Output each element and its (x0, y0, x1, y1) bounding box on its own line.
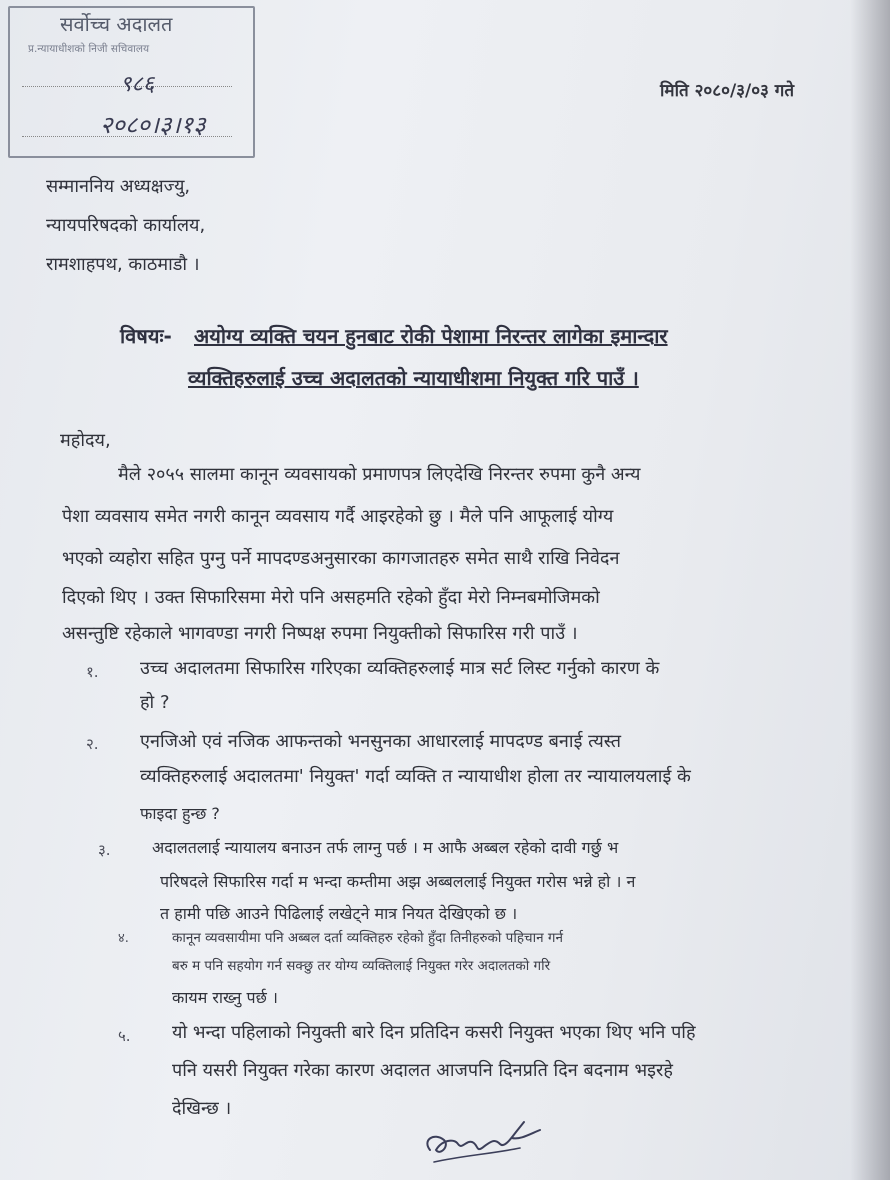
point-line: कानून व्यवसायीमा पनि अब्बल दर्ता व्यक्तिहरु रहेको हुँदा तिनीहरुको पहिचान गर्न (172, 930, 563, 946)
letter-date: मिति २०८०/३/०३ गते (660, 81, 795, 101)
point-line: देखिन्छ । (172, 1098, 232, 1119)
point-number: १. (86, 663, 99, 681)
point-line: अदालतलाई न्यायालय बनाउन तर्फ लाग्नु पर्छ । म आफै अब्बल रहेको दावी गर्छु भ (152, 838, 619, 857)
address-line-2: न्यायपरिषदको कार्यालय, (46, 215, 206, 236)
stamp-number: ९८६ (120, 72, 155, 97)
subject-label: विषयः- (120, 324, 172, 348)
signature-icon (420, 1110, 560, 1170)
stamp-subtitle: प्र.न्यायाधीशको निजी सचिवालय (28, 43, 150, 55)
point-line: बरु म पनि सहयोग गर्न सक्छु तर योग्य व्यक्तिलाई नियुक्त गरेर अदालतको गरि (172, 958, 551, 974)
stamp-date: २०८०।३।१३ (100, 111, 206, 139)
point-line: यो भन्दा पहिलाको नियुक्ती बारे दिन प्रतिदिन कसरी नियुक्त भएका थिए भनि पहि (172, 1022, 696, 1043)
point-number: ३. (98, 841, 111, 859)
point-line: एनजिओ एवं नजिक आफन्तको भनसुनका आधारलाई मापदण्ड बनाई त्यस्त (140, 731, 622, 752)
stamp-title: सर्वोच्च अदालत (60, 12, 173, 36)
subject-line-2: व्यक्तिहरुलाई उच्च अदालतको न्यायाधीशमा नियुक्त गरि पाउँ । (188, 366, 639, 390)
point-line: त हामी पछि आउने पिढिलाई लखेट्ने मात्र नियत देखिएको छ । (160, 904, 518, 923)
point-line: हो ? (140, 692, 170, 713)
body-line: दिएको थिए । उक्त सिफारिसमा मेरो पनि असहमति रहेको हुँदा मेरो निम्नबमोजिमको (62, 587, 600, 608)
point-number: २. (86, 735, 99, 753)
point-number: ५. (118, 1027, 131, 1045)
body-line: मैले २०५५ सालमा कानून व्यवसायको प्रमाणपत्र लिएदेखि निरन्तर रुपमा कुनै अन्य (118, 464, 641, 485)
point-number: ४. (118, 931, 129, 946)
subject-line-1: अयोग्य व्यक्ति चयन हुनबाट रोकी पेशामा निरन्तर लागेका इमान्दार (194, 324, 668, 348)
body-line: असन्तुष्टि रहेकाले भागवण्डा नगरी निष्पक्ष रुपमा नियुक्तीको सिफारिस गरी पाउँ । (62, 623, 578, 644)
receipt-stamp (8, 6, 255, 158)
point-line: फाइदा हुन्छ ? (140, 804, 220, 823)
address-line-3: रामशाहपथ, काठमाडौ । (46, 254, 200, 275)
point-line: पनि यसरी नियुक्त गरेका कारण अदालत आजपनि दिनप्रति दिन बदनाम भइरहे (172, 1060, 673, 1081)
point-line: परिषदले सिफारिस गर्दा म भन्दा कम्तीमा अझ अब्बललाई नियुक्त गरोस भन्ने हो । न (160, 872, 636, 891)
page-shadow (850, 0, 890, 1180)
point-line: कायम राख्नु पर्छ । (172, 988, 278, 1007)
address-line-1: सम्माननिय अध्यक्षज्यु, (46, 176, 191, 197)
body-line: भएको व्यहोरा सहित पुग्नु पर्ने मापदण्डअनुसारका कागजातहरु समेत साथै राखि निवेदन (62, 548, 620, 569)
salutation: महोदय, (60, 430, 111, 451)
body-line: पेशा व्यवसाय समेत नगरी कानून व्यवसाय गर्दै आइरहेको छु । मैले पनि आफूलाई योग्य (62, 506, 614, 527)
point-line: व्यक्तिहरुलाई अदालतमा' नियुक्त' गर्दा व्यक्ति त न्यायाधीश होला तर न्यायालयलाई के (140, 766, 691, 787)
point-line: उच्च अदालतमा सिफारिस गरिएका व्यक्तिहरुलाई मात्र सर्ट लिस्ट गर्नुको कारण के (140, 658, 660, 679)
